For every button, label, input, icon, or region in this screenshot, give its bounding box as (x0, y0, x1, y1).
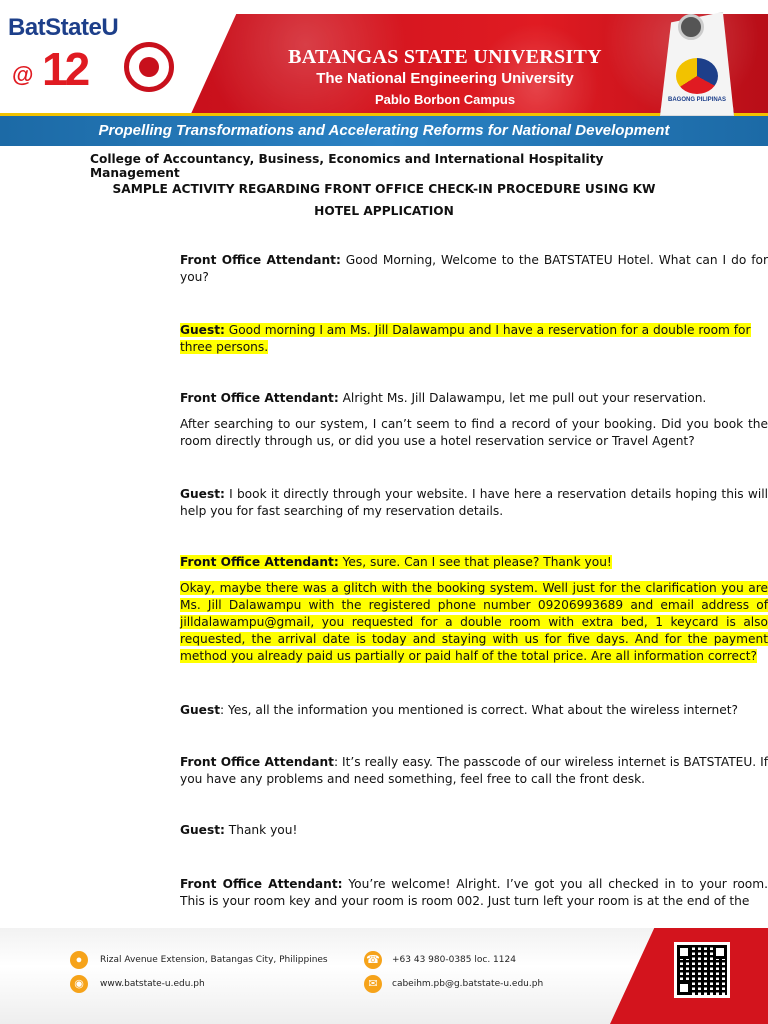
dialogue-paragraph: After searching to our system, I can’t seem to find a record of your booking. Did you book the room directly through us, or did you use a hotel reservation service or Travel Agent? (180, 417, 768, 448)
footer-email[interactable]: cabeihm.pb@g.batstate-u.edu.ph (392, 979, 544, 989)
phone-icon: ☎ (364, 951, 382, 969)
dialogue-paragraph (180, 486, 768, 520)
location-pin-icon: ● (70, 951, 88, 969)
dialogue-paragraph (180, 754, 768, 788)
dialogue-line: Okay, maybe there was a glitch with the booking system. Well just for the clarification you are (180, 581, 768, 595)
dialogue-paragraph (180, 252, 768, 286)
dialogue-paragraph-highlighted (180, 322, 768, 356)
footer-website[interactable]: www.batstate-u.edu.ph (100, 979, 205, 989)
title-line-2: HOTEL APPLICATION (314, 204, 454, 218)
university-subtitle: The National Engineering University (316, 70, 574, 87)
qr-code-icon (674, 942, 730, 998)
tagline: Propelling Transformations and Accelerating Reforms for National Development (98, 122, 670, 139)
letterhead (0, 0, 768, 146)
speaker-label: Front Office Attendant: (180, 391, 339, 405)
bagong-pilipinas-logo (676, 58, 718, 94)
dialogue-line: Ms. Jill Dalawampu with the registered phone number 09206993689 and email address of (180, 598, 768, 612)
dialogue-paragraph (180, 876, 768, 912)
title-line-1: SAMPLE ACTIVITY REGARDING FRONT OFFICE CHECK-IN PROCEDURE USING KW (112, 182, 656, 196)
dialogue-paragraph (180, 702, 768, 719)
bagong-pilipinas-label: BAGONG PILIPINAS (667, 97, 726, 103)
dialogue-text: Good Morning, Welcome to the BATSTATEU Hotel. What can I do for you? (180, 253, 768, 284)
globe-icon: ◉ (70, 975, 88, 993)
footer-phone: +63 43 980-0385 loc. 1124 (392, 955, 516, 965)
speaker-label: Front Office Attendant: (180, 555, 339, 569)
dialogue-line: method you already paid us partially or paid half of the total price. Are all information correct? (180, 649, 757, 663)
speaker-label: Guest: (180, 823, 225, 837)
dialogue-text: three persons. (180, 340, 269, 354)
dialogue-paragraph-highlighted (180, 554, 768, 571)
brand-logo-text: BatStateU (8, 14, 119, 41)
speaker-label: Front Office Attendant (180, 755, 334, 769)
college-name: College of Accountancy, Business, Economics and International Hospitality Management (90, 152, 604, 180)
email-icon: ✉ (364, 975, 382, 993)
dialogue-text: Alright Ms. Jill Dalawampu, let me pull out your reservation. (338, 391, 707, 405)
brand-logo-number: 12 (42, 43, 88, 95)
speaker-label: Front Office Attendant: (180, 253, 341, 267)
dialogue-paragraph-highlighted (180, 580, 768, 665)
dialogue-text: Yes, sure. Can I see that please? Thank you! (338, 555, 612, 569)
dialogue-text: You’re welcome! Alright. I’ve got you all checked in to your room. This is your room key and your room is room 002. Just turn left your room is at the end of the (180, 877, 768, 908)
university-name: BATANGAS STATE UNIVERSITY (288, 46, 602, 68)
dialogue-text: : Yes, all the information you mentioned is correct. What about the wireless internet? (220, 703, 738, 717)
campus-name: Pablo Borbon Campus (374, 92, 516, 107)
university-seal-icon (124, 42, 174, 92)
dialogue-paragraph (180, 390, 768, 407)
brand-logo-at: @ (12, 62, 34, 87)
dialogue-line: jilldalawampu@gmail, you requested for a double room with extra bed, 1 keycard is also (180, 615, 768, 629)
speaker-label: Guest (180, 703, 221, 717)
speaker-label: Front Office Attendant: (180, 877, 343, 891)
dialogue-text: : It’s really easy. The passcode of our wireless internet is BATSTATEU. If you have any problems and need something, feel free to call the front desk. (180, 755, 768, 786)
page-footer (0, 928, 768, 1024)
speaker-label: Guest: (180, 323, 225, 337)
dialogue-paragraph (180, 822, 768, 839)
document-title (90, 178, 678, 222)
dialogue-text: Good morning I am Ms. Jill Dalawampu and I have a reservation for a double room for (224, 323, 751, 337)
footer-address: Rizal Avenue Extension, Batangas City, Philippines (100, 955, 328, 965)
dialogue-line: requested, the arrival date is today and staying with us for five days. And for the payment (180, 632, 768, 646)
clock-icon (678, 14, 704, 40)
speaker-label: Guest: (180, 487, 225, 501)
dialogue-text: I book it directly through your website. I have here a reservation details hoping this will help you for fast searching of my reservation details. (180, 487, 768, 518)
dialogue-text: Thank you! (224, 823, 298, 837)
